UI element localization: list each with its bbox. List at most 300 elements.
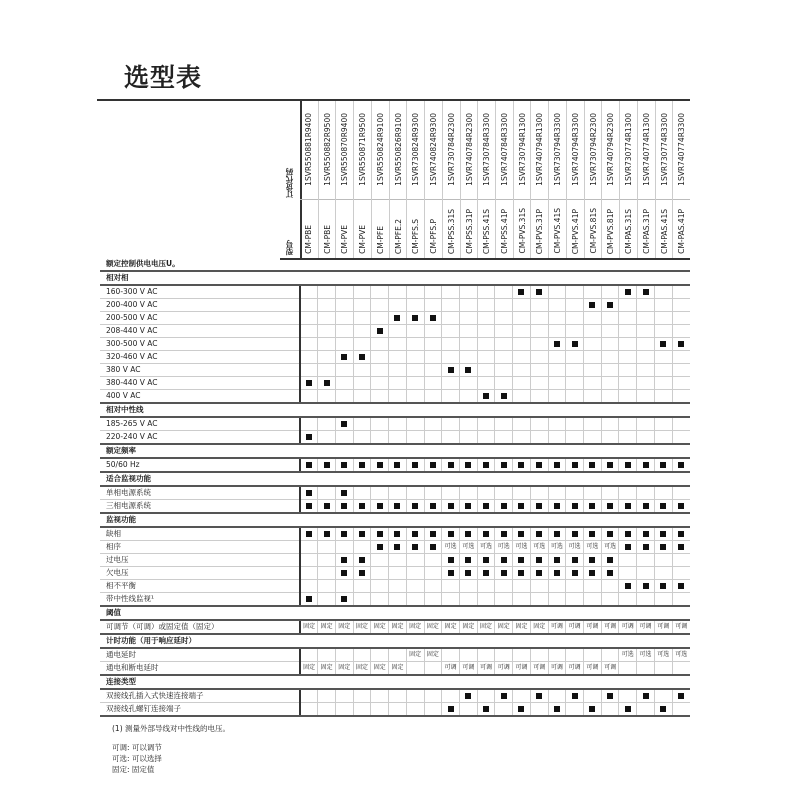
cell-empty xyxy=(318,648,336,662)
cell-value: 固定 xyxy=(389,620,407,634)
cell-empty xyxy=(637,338,655,351)
cell-empty xyxy=(353,312,371,325)
cell-marked xyxy=(637,285,655,299)
cell-marked xyxy=(548,554,566,567)
check-mark-icon xyxy=(607,462,613,468)
cell-marked xyxy=(601,458,619,472)
cell-empty xyxy=(566,580,584,593)
cell-empty xyxy=(442,417,460,431)
product-type: CM-PFE xyxy=(375,226,385,254)
check-mark-icon xyxy=(678,583,684,589)
legend-fixed: 固定: 固定值 xyxy=(112,765,155,774)
cell-marked xyxy=(619,703,637,717)
column-17 xyxy=(601,101,620,258)
cell-marked xyxy=(477,554,495,567)
check-mark-icon xyxy=(625,289,631,295)
check-mark-icon xyxy=(518,706,524,712)
cell-empty xyxy=(406,377,424,390)
row-label: 相序 xyxy=(100,541,300,554)
product-type: CM-PAS.41P xyxy=(677,209,687,254)
check-mark-icon xyxy=(412,544,418,550)
cell-marked xyxy=(442,703,460,717)
check-mark-icon xyxy=(448,706,454,712)
cell-empty xyxy=(530,580,548,593)
order-code: 1SVR550881R9400 xyxy=(304,113,313,186)
cell-empty xyxy=(335,580,353,593)
section-label: 相对中性线 xyxy=(100,403,690,417)
cell-empty xyxy=(619,662,637,676)
cell-marked xyxy=(601,689,619,703)
cell-empty xyxy=(477,299,495,312)
cell-marked xyxy=(371,458,389,472)
product-type: CM-PAS.41S xyxy=(659,208,669,254)
cell-empty xyxy=(318,364,336,377)
column-8 xyxy=(442,101,461,258)
cell-empty xyxy=(548,299,566,312)
cell-empty xyxy=(672,567,690,580)
cell-empty xyxy=(477,689,495,703)
cell-empty xyxy=(566,431,584,445)
cell-empty xyxy=(584,431,602,445)
product-type: CM-PSS.31S xyxy=(446,208,456,254)
cell-empty xyxy=(619,554,637,567)
section-row xyxy=(100,258,690,271)
cell-marked xyxy=(406,527,424,541)
row-label: 缺相 xyxy=(100,527,300,541)
cell-empty xyxy=(548,431,566,445)
check-mark-icon xyxy=(554,706,560,712)
cell-marked xyxy=(406,312,424,325)
cell-value: 固定 xyxy=(318,662,336,676)
check-mark-icon xyxy=(359,503,365,509)
cell-value: 可调 xyxy=(442,662,460,676)
check-mark-icon xyxy=(572,341,578,347)
cell-empty xyxy=(459,377,477,390)
cell-empty xyxy=(389,285,407,299)
cell-empty xyxy=(318,703,336,717)
cell-empty xyxy=(513,593,531,607)
cell-empty xyxy=(424,703,442,717)
row-label: 过电压 xyxy=(100,554,300,567)
row-label: 200-500 V AC xyxy=(100,312,300,325)
column-5 xyxy=(389,101,408,258)
cell-empty xyxy=(637,351,655,364)
cell-empty xyxy=(318,431,336,445)
cell-empty xyxy=(318,285,336,299)
cell-marked xyxy=(601,567,619,580)
cell-empty xyxy=(406,486,424,500)
check-mark-icon xyxy=(465,531,471,537)
cell-marked xyxy=(353,554,371,567)
cell-value: 可选 xyxy=(530,541,548,554)
table-row xyxy=(100,648,690,662)
cell-marked xyxy=(654,541,672,554)
cell-value: 可选 xyxy=(584,541,602,554)
cell-empty xyxy=(424,567,442,580)
row-label: 可调节（可调）或固定值（固定） xyxy=(100,620,300,634)
cell-empty xyxy=(619,689,637,703)
cell-empty xyxy=(530,593,548,607)
cell-empty xyxy=(495,580,513,593)
cell-empty xyxy=(548,377,566,390)
check-mark-icon xyxy=(359,570,365,576)
check-mark-icon xyxy=(660,462,666,468)
check-mark-icon xyxy=(643,693,649,699)
check-mark-icon xyxy=(607,557,613,563)
product-type: CM-PSS.31P xyxy=(464,209,474,254)
cell-empty xyxy=(672,377,690,390)
cell-empty xyxy=(371,431,389,445)
cell-empty xyxy=(424,390,442,404)
cell-empty xyxy=(513,312,531,325)
check-mark-icon xyxy=(660,706,666,712)
check-mark-icon xyxy=(341,503,347,509)
cell-empty xyxy=(459,338,477,351)
row-label: 三相电源系统 xyxy=(100,500,300,514)
cell-marked xyxy=(477,703,495,717)
cell-value: 可选 xyxy=(495,541,513,554)
cell-marked xyxy=(424,541,442,554)
cell-marked xyxy=(566,527,584,541)
cell-empty xyxy=(406,662,424,676)
cell-empty xyxy=(318,567,336,580)
cell-marked xyxy=(424,312,442,325)
cell-empty xyxy=(601,703,619,717)
cell-marked xyxy=(672,500,690,514)
cell-empty xyxy=(335,703,353,717)
check-mark-icon xyxy=(589,462,595,468)
cell-marked xyxy=(353,500,371,514)
cell-empty xyxy=(424,338,442,351)
cell-empty xyxy=(601,486,619,500)
cell-empty xyxy=(406,593,424,607)
cell-empty xyxy=(548,312,566,325)
row-label: 320-460 V AC xyxy=(100,351,300,364)
cell-marked xyxy=(495,390,513,404)
cell-empty xyxy=(530,325,548,338)
cell-marked xyxy=(495,500,513,514)
cell-empty xyxy=(442,431,460,445)
cell-empty xyxy=(477,338,495,351)
check-mark-icon xyxy=(306,462,312,468)
check-mark-icon xyxy=(518,557,524,563)
check-mark-icon xyxy=(412,315,418,321)
cell-empty xyxy=(459,593,477,607)
cell-empty xyxy=(530,431,548,445)
table-row xyxy=(100,689,690,703)
cell-marked xyxy=(300,377,318,390)
cell-empty xyxy=(601,580,619,593)
cell-empty xyxy=(654,662,672,676)
cell-marked xyxy=(654,458,672,472)
check-mark-icon xyxy=(448,503,454,509)
cell-empty xyxy=(637,312,655,325)
column-15 xyxy=(566,101,585,258)
check-mark-icon xyxy=(678,693,684,699)
check-mark-icon xyxy=(678,341,684,347)
cell-empty xyxy=(654,593,672,607)
cell-empty xyxy=(672,299,690,312)
cell-empty xyxy=(601,351,619,364)
check-mark-icon xyxy=(554,503,560,509)
cell-empty xyxy=(371,417,389,431)
check-mark-icon xyxy=(643,531,649,537)
check-mark-icon xyxy=(572,531,578,537)
column-0 xyxy=(300,101,318,258)
check-mark-icon xyxy=(572,557,578,563)
cell-value: 可调 xyxy=(619,620,637,634)
cell-empty xyxy=(459,390,477,404)
row-label: 带中性线监视¹ xyxy=(100,593,300,607)
cell-marked xyxy=(530,689,548,703)
cell-marked xyxy=(424,527,442,541)
product-type: CM-PVS.81S xyxy=(588,208,598,254)
cell-empty xyxy=(371,299,389,312)
cell-value: 固定 xyxy=(424,620,442,634)
check-mark-icon xyxy=(306,503,312,509)
cell-value: 固定 xyxy=(300,662,318,676)
cell-marked xyxy=(637,689,655,703)
cell-empty xyxy=(424,417,442,431)
cell-marked xyxy=(601,527,619,541)
legend-selectable: 可选: 可以选择 xyxy=(112,754,162,763)
cell-value: 固定 xyxy=(513,620,531,634)
check-mark-icon xyxy=(341,557,347,563)
product-type: CM-PFS.P xyxy=(429,219,439,254)
cell-marked xyxy=(300,431,318,445)
cell-empty xyxy=(353,648,371,662)
cell-empty xyxy=(584,593,602,607)
cell-marked xyxy=(335,500,353,514)
cell-empty xyxy=(584,390,602,404)
cell-empty xyxy=(530,417,548,431)
table-row xyxy=(100,703,690,717)
check-mark-icon xyxy=(341,354,347,360)
column-6 xyxy=(406,101,425,258)
cell-marked xyxy=(459,689,477,703)
table-row xyxy=(100,662,690,676)
cell-empty xyxy=(442,285,460,299)
cell-empty xyxy=(672,662,690,676)
cell-empty xyxy=(353,285,371,299)
cell-empty xyxy=(406,325,424,338)
check-mark-icon xyxy=(625,531,631,537)
product-type: CM-PFE.2 xyxy=(393,218,403,254)
cell-empty xyxy=(442,593,460,607)
section-row xyxy=(100,444,690,458)
cell-value: 可选 xyxy=(459,541,477,554)
cell-empty xyxy=(548,580,566,593)
cell-marked xyxy=(530,554,548,567)
cell-empty xyxy=(300,390,318,404)
cell-empty xyxy=(601,338,619,351)
cell-marked xyxy=(513,527,531,541)
table-row xyxy=(100,338,690,351)
cell-empty xyxy=(654,567,672,580)
cell-marked xyxy=(477,527,495,541)
cell-empty xyxy=(566,285,584,299)
cell-empty xyxy=(335,377,353,390)
row-label: 200-400 V AC xyxy=(100,299,300,312)
cell-empty xyxy=(300,580,318,593)
check-mark-icon xyxy=(394,531,400,537)
cell-empty xyxy=(637,593,655,607)
type-label: 型号 xyxy=(285,240,294,255)
check-mark-icon xyxy=(607,503,613,509)
order-code: 1SVR730794R1300 xyxy=(517,113,527,186)
cell-marked xyxy=(335,417,353,431)
cell-empty xyxy=(513,417,531,431)
cell-empty xyxy=(300,554,318,567)
cell-empty xyxy=(654,431,672,445)
cell-empty xyxy=(353,580,371,593)
cell-empty xyxy=(300,325,318,338)
cell-empty xyxy=(424,325,442,338)
cell-empty xyxy=(513,351,531,364)
cell-value: 可选 xyxy=(654,648,672,662)
cell-empty xyxy=(584,580,602,593)
cell-empty xyxy=(601,312,619,325)
cell-empty xyxy=(637,417,655,431)
cell-marked xyxy=(477,458,495,472)
cell-empty xyxy=(300,417,318,431)
cell-empty xyxy=(584,364,602,377)
cell-empty xyxy=(389,338,407,351)
cell-empty xyxy=(318,312,336,325)
cell-empty xyxy=(566,325,584,338)
cell-empty xyxy=(371,567,389,580)
cell-value: 固定 xyxy=(442,620,460,634)
cell-value: 固定 xyxy=(459,620,477,634)
cell-marked xyxy=(584,703,602,717)
cell-empty xyxy=(459,351,477,364)
cell-empty xyxy=(530,390,548,404)
cell-marked xyxy=(335,527,353,541)
cell-value: 可选 xyxy=(619,648,637,662)
cell-value: 可选 xyxy=(513,541,531,554)
check-mark-icon xyxy=(678,503,684,509)
cell-empty xyxy=(654,377,672,390)
cell-empty xyxy=(389,703,407,717)
cell-marked xyxy=(548,527,566,541)
cell-empty xyxy=(353,417,371,431)
product-type: CM-PBE xyxy=(322,225,332,254)
cell-marked xyxy=(637,541,655,554)
cell-empty xyxy=(637,486,655,500)
cell-marked xyxy=(371,541,389,554)
cell-marked xyxy=(566,458,584,472)
row-label: 双接线孔插入式快速连接端子 xyxy=(100,689,300,703)
cell-marked xyxy=(513,554,531,567)
cell-marked xyxy=(495,527,513,541)
check-mark-icon xyxy=(501,462,507,468)
cell-empty xyxy=(318,593,336,607)
cell-marked xyxy=(442,364,460,377)
cell-empty xyxy=(601,431,619,445)
legend-adjustable: 可调: 可以调节 xyxy=(112,743,162,752)
cell-marked xyxy=(477,390,495,404)
cell-marked xyxy=(637,500,655,514)
cell-empty xyxy=(477,431,495,445)
cell-empty xyxy=(300,364,318,377)
check-mark-icon xyxy=(625,503,631,509)
cell-empty xyxy=(318,299,336,312)
cell-value: 可调 xyxy=(584,620,602,634)
check-mark-icon xyxy=(607,302,613,308)
cell-marked xyxy=(654,527,672,541)
order-code: 1SVR550824R9100 xyxy=(375,113,385,186)
cell-empty xyxy=(548,325,566,338)
check-mark-icon xyxy=(501,557,507,563)
cell-marked xyxy=(353,351,371,364)
cell-marked xyxy=(442,500,460,514)
cell-empty xyxy=(513,580,531,593)
check-mark-icon xyxy=(643,503,649,509)
cell-empty xyxy=(637,377,655,390)
cell-empty xyxy=(495,648,513,662)
cell-empty xyxy=(389,417,407,431)
cell-value: 固定 xyxy=(335,620,353,634)
cell-empty xyxy=(300,299,318,312)
cell-marked xyxy=(601,299,619,312)
cell-empty xyxy=(548,364,566,377)
cell-empty xyxy=(442,580,460,593)
column-10 xyxy=(477,101,496,258)
cell-empty xyxy=(477,285,495,299)
table-row xyxy=(100,486,690,500)
cell-marked xyxy=(513,285,531,299)
check-mark-icon xyxy=(306,490,312,496)
check-mark-icon xyxy=(341,570,347,576)
cell-empty xyxy=(637,390,655,404)
cell-empty xyxy=(513,299,531,312)
check-mark-icon xyxy=(359,354,365,360)
product-type: CM-PVS.41P xyxy=(570,208,580,254)
check-mark-icon xyxy=(412,531,418,537)
cell-value: 可调 xyxy=(601,620,619,634)
cell-marked xyxy=(371,527,389,541)
cell-empty xyxy=(495,486,513,500)
cell-empty xyxy=(495,417,513,431)
section-label: 连接类型 xyxy=(100,675,690,689)
check-mark-icon xyxy=(660,531,666,537)
check-mark-icon xyxy=(483,503,489,509)
row-label: 欠电压 xyxy=(100,567,300,580)
cell-marked xyxy=(389,527,407,541)
cell-empty xyxy=(601,648,619,662)
cell-empty xyxy=(353,703,371,717)
order-code: 1SVR740824R9300 xyxy=(429,113,439,186)
cell-marked xyxy=(637,527,655,541)
cell-empty xyxy=(442,299,460,312)
check-mark-icon xyxy=(501,393,507,399)
cell-empty xyxy=(459,703,477,717)
check-mark-icon xyxy=(536,503,542,509)
check-mark-icon xyxy=(465,570,471,576)
table-row xyxy=(100,541,690,554)
cell-empty xyxy=(584,351,602,364)
check-mark-icon xyxy=(394,462,400,468)
table-area xyxy=(100,258,690,775)
check-mark-icon xyxy=(536,557,542,563)
cell-marked xyxy=(442,554,460,567)
cell-empty xyxy=(513,648,531,662)
cell-value: 可调 xyxy=(672,620,690,634)
check-mark-icon xyxy=(483,531,489,537)
check-mark-icon xyxy=(607,570,613,576)
cell-empty xyxy=(495,703,513,717)
cell-empty xyxy=(371,285,389,299)
